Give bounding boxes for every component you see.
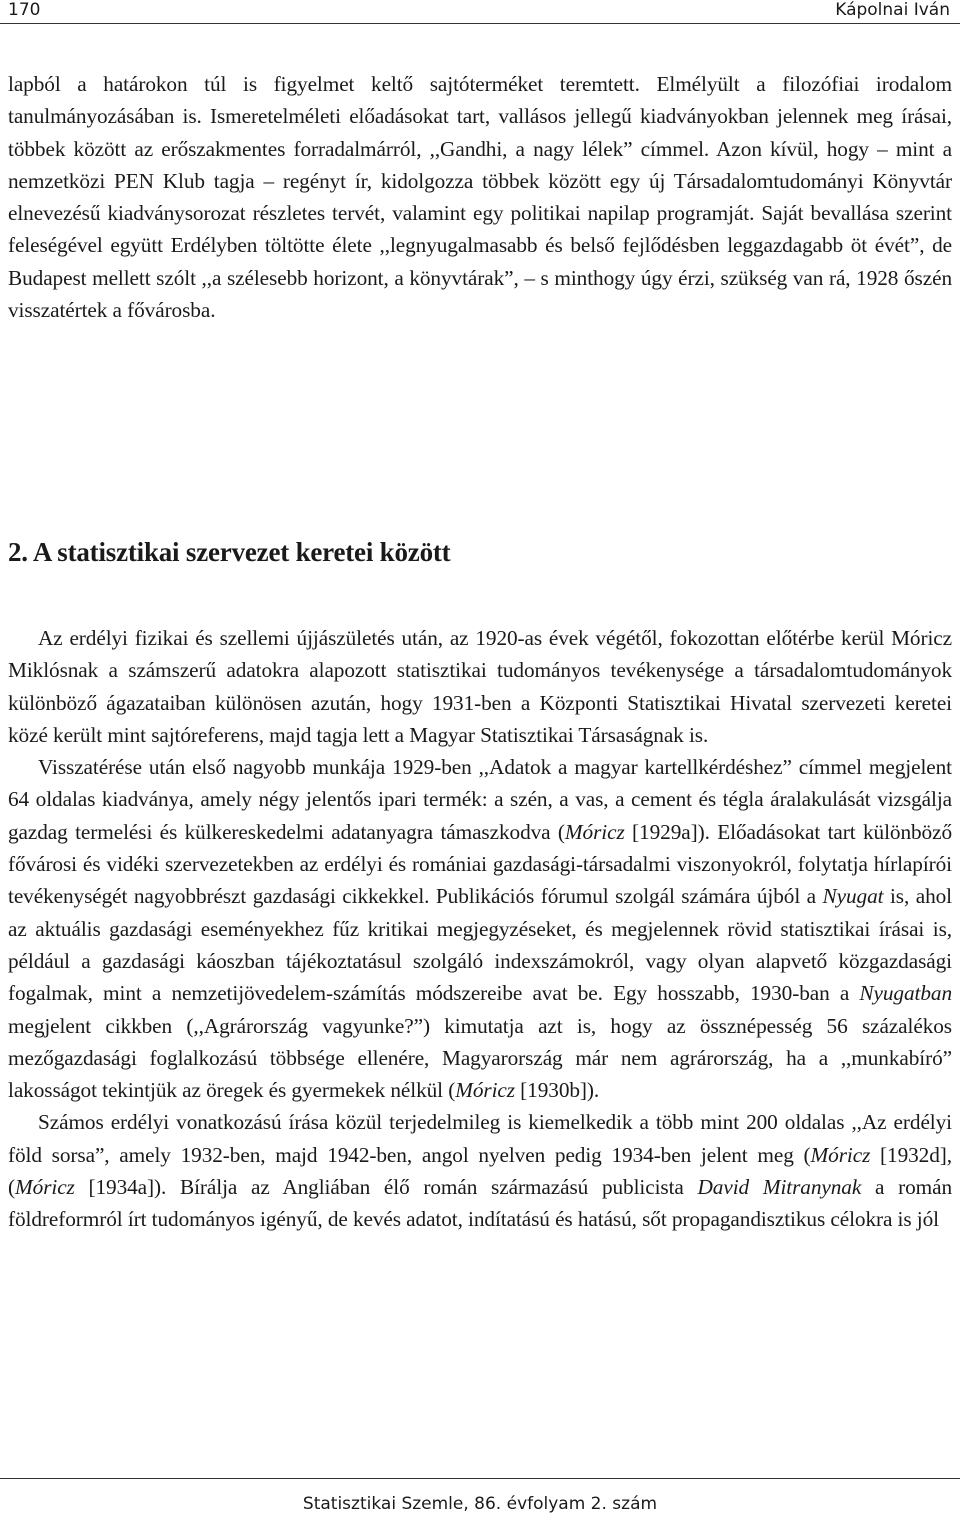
- running-head-author: Kápolnai Iván: [835, 0, 950, 20]
- text-run: [1930b]).: [514, 1078, 600, 1103]
- running-head: [8, 0, 950, 22]
- citation-author: Móricz: [455, 1078, 515, 1103]
- intro-text: [8, 68, 952, 326]
- citation-author: Móricz: [15, 1175, 75, 1200]
- section-body: [8, 622, 952, 1236]
- journal-title: Nyugat: [822, 884, 884, 909]
- citation-author: Móricz: [810, 1142, 871, 1167]
- section-paragraph-1: Az erdélyi fizikai és szellemi újjászületés után, az 1920-as évek végétől, fokozottan előtérbe kerül Móricz Miklósnak a számszerű adatokra alapozott statisztikai tudományos tevékenysége a társadalomtudományok különböző ágazataiban különösen azután, hogy 1931-ben a Központi Statisztikai Hivatal szervezeti keretei közé került mint sajtóreferens, majd tagja lett a Magyar Statisztikai Társaságnak is.: [8, 626, 952, 747]
- text-run: Számos erdélyi vonatkozású írása közül terjedelmileg is kiemelkedik a több mint 200 oldalas ,,Az erdélyi föld sorsa”, amely 1932-ben, majd 1942-ben, angol nyelven pedig 1934-ben jelent meg (: [8, 1110, 952, 1167]
- text-run: is, ahol az aktuális gazdasági eseményekhez fűz kritikai megjegyzéseket, és megjelennek rövid statisztikai írásai is, például a gazdasági káoszban tájékoztatásul szolgáló indexszámokról, vagy olyan alapvető közgazdasági fogalmak, mint a nemzetijövedelem-számítás módszereibe avat be. Egy hosszabb, 1930-ban a: [8, 884, 953, 1006]
- footer-rule: [0, 1478, 960, 1479]
- citation-author: Móricz: [564, 819, 625, 844]
- page-number: 170: [8, 0, 41, 20]
- header-rule: [0, 23, 960, 24]
- section-title: 2. A statisztikai szervezet keretei között: [8, 537, 451, 567]
- text-run: Visszatérése után első nagyobb munkája 1929-ben ,,Adatok a magyar kartellkérdéshez” címmel megjelent 64 oldalas kiadványa, amely négy jelentős ipari termék: a szén, a vas, a cement és tégla áralakulását vizsgálja gazdag termelési és külkereskedelmi adatanyagra támaszkodva (: [8, 755, 952, 844]
- intro-paragraph: lapból a határokon túl is figyelmet keltő sajtóterméket teremtett. Elmélyült a filozófiai irodalom tanulmányozásában is. Ismeretelméleti előadásokat tart, vallásos jellegű kiadványokban jelennek meg írásai, többek között az erőszakmentes forradalmárról, ,,Gandhi, a nagy lélek” címmel. Azon kívül, hogy – mint a nemzetközi PEN Klub tagja – regényt ír, kidolgozza többek között egy új Társadalomtudományi Könyvtár elnevezésű kiadványsorozat részletes tervét, valamint egy politikai napilap programját. Saját bevallása szerint feleségével együtt Erdélyben töltötte élete ,,legnyugalmasabb és belső fejlődésben leggazdagabb öt évét”, de Budapest mellett szólt ,,a szélesebb horizont, a könyvtárak”, – s minthogy úgy érzi, szükség van rá, 1928 őszén visszatértek a fővárosba.: [8, 72, 952, 323]
- journal-title: Nyugatban: [859, 981, 952, 1006]
- text-run: [1934a]). Bírálja az Angliában élő román származású publicista: [74, 1175, 698, 1200]
- text-run: a román földreformról írt tudományos igényű, de kevés adatot, indítatású és hatású, sőt propagandisztikus célokra is jól: [8, 1175, 952, 1232]
- section-paragraph-3: [8, 1106, 952, 1235]
- text-run: megjelent cikkben (,,Agrárország vagyunke?”) kimutatja azt is, hogy az össznépesség 56 százalékos mezőgazdasági foglalkozású többsége ellenére, Magyarország már nem agrárország, ha a ,,munkabíró” lakosságot tekintjük az öregek és gyermekek nélkül (: [8, 1013, 952, 1103]
- text-run: [1932d], (: [8, 1142, 952, 1200]
- section-paragraph-2: [8, 751, 952, 1106]
- text-run: [1929a]). Előadásokat tart különböző fővárosi és vidéki szervezetekben az erdélyi és romániai gazdasági-társadalmi viszonyokról, folytatja hírlapírói tevékenységét nagyobbrészt gazdasági cikkekkel. Publikációs fórumul szolgál számára újból a: [8, 819, 952, 909]
- person-name: David Mitranynak: [697, 1175, 862, 1200]
- journal-footer: Statisztikai Szemle, 86. évfolyam 2. szám: [302, 1494, 658, 1514]
